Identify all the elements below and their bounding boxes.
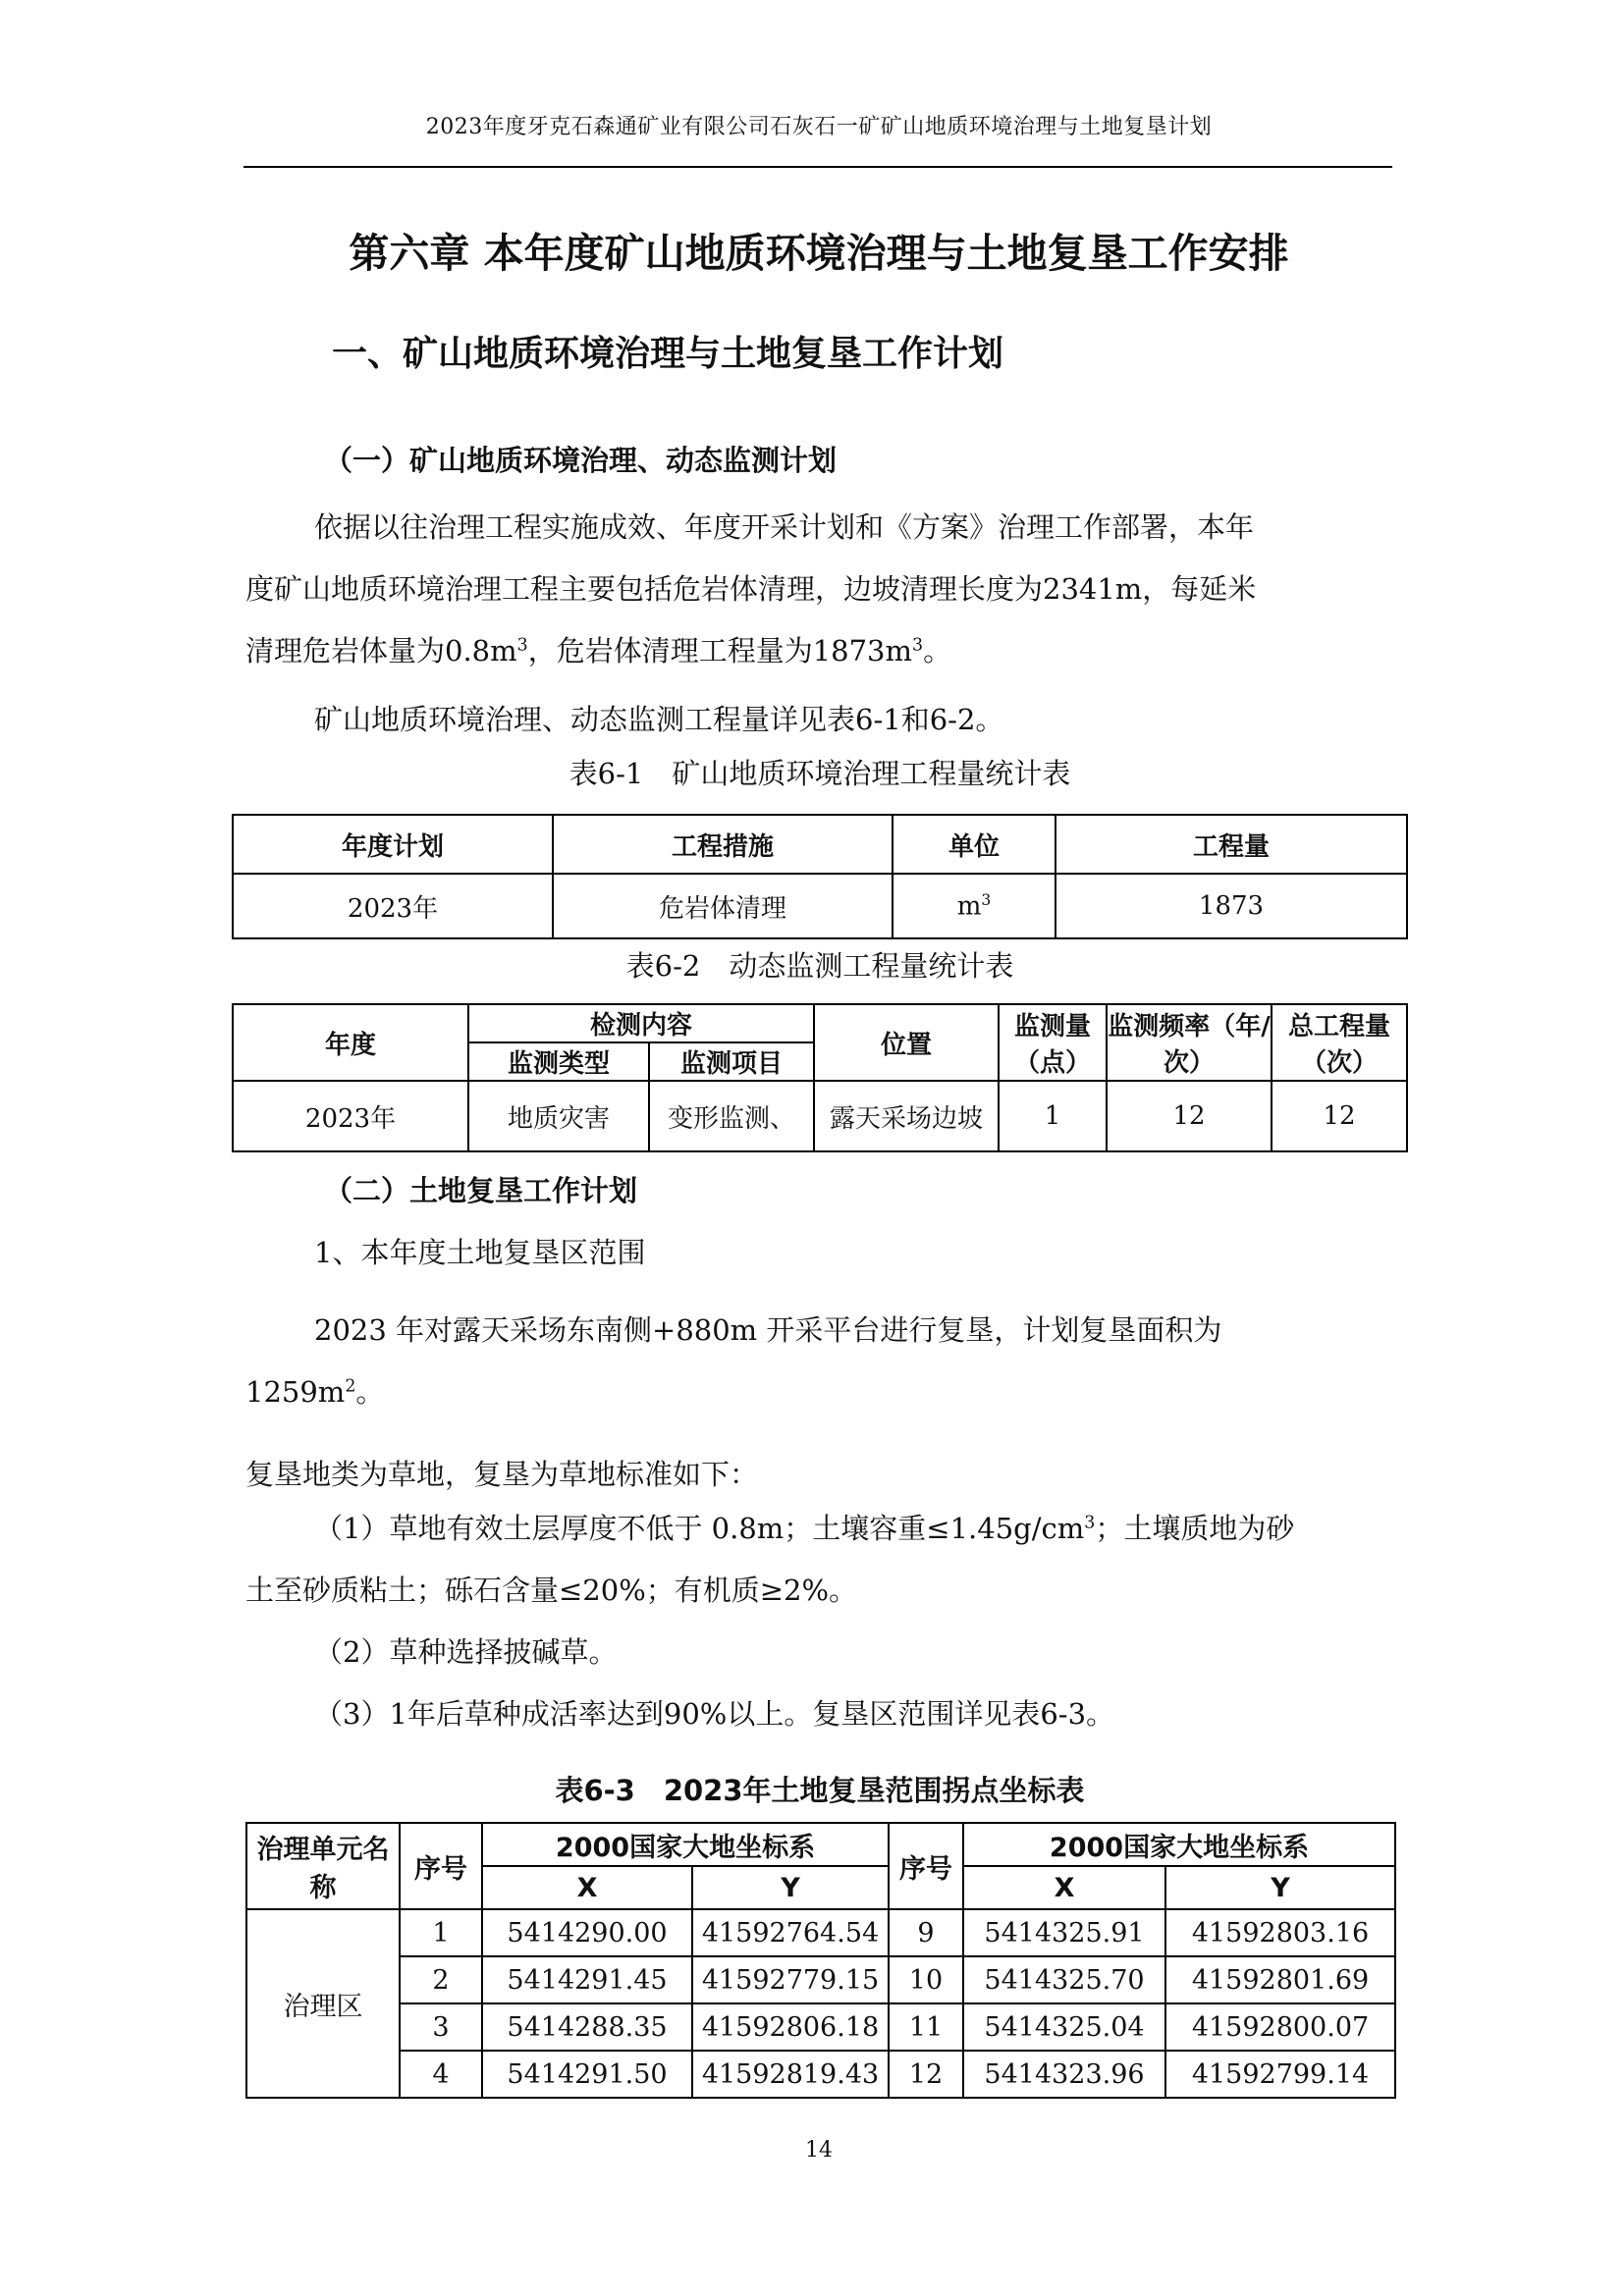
table-row bbox=[246, 1909, 1395, 1956]
table-header-cell: 序号 bbox=[889, 1823, 963, 1909]
table-header-cell: 工程量 bbox=[1056, 815, 1407, 874]
table-row bbox=[246, 1956, 1395, 2003]
table-cell: 9 bbox=[889, 1909, 963, 1956]
table-cell: 10 bbox=[889, 1956, 963, 2003]
table-cell: 1873 bbox=[1056, 874, 1407, 938]
table-header-cell: 单位 bbox=[893, 815, 1056, 874]
table-cell: 5414291.45 bbox=[482, 1956, 692, 2003]
table-cell: 5414325.91 bbox=[963, 1909, 1165, 1956]
table-header-cell: 监测项目 bbox=[649, 1042, 814, 1081]
page-number: 14 bbox=[805, 2138, 833, 2163]
paragraph-line: 依据以往治理工程实施成效、年度开采计划和《方案》治理工作部署，本年 bbox=[314, 510, 1255, 544]
table-caption: 表6-2 动态监测工程量统计表 bbox=[625, 949, 1014, 983]
table-header-cell: 序号 bbox=[400, 1823, 482, 1909]
paragraph-line: 矿山地质环境治理、动态监测工程量详见表6-1和6-2。 bbox=[314, 703, 1004, 736]
table-cell: 5414323.96 bbox=[963, 2051, 1165, 2098]
table-cell: 12 bbox=[1272, 1081, 1407, 1151]
table-cell: 11 bbox=[889, 2003, 963, 2051]
table-header-cell: Y bbox=[1165, 1866, 1395, 1909]
table-cell: 41592799.14 bbox=[1165, 2051, 1395, 2098]
table-cell: 41592819.43 bbox=[692, 2051, 889, 2098]
table-cell: 41592803.16 bbox=[1165, 1909, 1395, 1956]
table-row bbox=[246, 2051, 1395, 2098]
chapter-title: 第六章 本年度矿山地质环境治理与土地复垦工作安排 bbox=[349, 230, 1289, 277]
paragraph-line: 清理危岩体量为$0.8m^3$，危岩体清理工程量为$1873m^3$。 bbox=[245, 634, 952, 667]
table-cell: 5414325.70 bbox=[963, 1956, 1165, 2003]
table-header-cell: 监测量（点） bbox=[999, 1004, 1107, 1081]
subsection-title-1: （一）矿山地质环境治理、动态监测计划 bbox=[324, 444, 838, 477]
table-cell: 危岩体清理 bbox=[553, 874, 893, 938]
header-divider bbox=[244, 166, 1392, 168]
table-cell: 41592801.69 bbox=[1165, 1956, 1395, 2003]
table-header-cell: 2000国家大地坐标系 bbox=[482, 1823, 889, 1866]
paragraph-line: 2023 年对露天采场东南侧+880m 开采平台进行复垦，计划复垦面积为 bbox=[314, 1313, 1222, 1347]
table-cell: 5414291.50 bbox=[482, 2051, 692, 2098]
table-header-cell: Y bbox=[692, 1866, 889, 1909]
standard-item: （1）草地有效土层厚度不低于 0.8m；土壤容重$\le 1.45g/cm^3$；土壤质地为砂 bbox=[314, 1512, 1295, 1545]
section-title: 一、矿山地质环境治理与土地复垦工作计划 bbox=[332, 334, 1004, 374]
table-cell: 41592800.07 bbox=[1165, 2003, 1395, 2051]
table-row bbox=[246, 2003, 1395, 2051]
table-cell: 2023年 bbox=[233, 1081, 468, 1151]
table-cell: 治理区 bbox=[246, 1909, 400, 2098]
table-header-cell: 治理单元名称 bbox=[246, 1823, 400, 1909]
table-header-cell: 监测类型 bbox=[468, 1042, 649, 1081]
table-cell: 41592806.18 bbox=[692, 2003, 889, 2051]
table-header-cell: 总工程量（次） bbox=[1272, 1004, 1407, 1081]
table-cell: $m^3$ bbox=[893, 874, 1056, 938]
standard-item: （3）1年后草种成活率达到90%以上。复垦区范围详见表6-3。 bbox=[314, 1697, 1115, 1731]
subsection-title-2: （二）土地复垦工作计划 bbox=[324, 1174, 638, 1207]
table-cell: 2 bbox=[400, 1956, 482, 2003]
table-cell: 41592779.15 bbox=[692, 1956, 889, 2003]
table-cell: 12 bbox=[1107, 1081, 1272, 1151]
table-header-cell: 检测内容 bbox=[468, 1004, 814, 1042]
paragraph-line: 土至砂质粘土；砾石含量≤20%；有机质≥2%。 bbox=[245, 1574, 858, 1607]
table-header-cell: 监测频率（年/次） bbox=[1107, 1004, 1272, 1081]
table-caption: 表6-1 矿山地质环境治理工程量统计表 bbox=[568, 757, 1071, 790]
paragraph-line: $1259m^2$。 bbox=[245, 1375, 385, 1409]
table-cell: 露天采场边坡 bbox=[814, 1081, 999, 1151]
standard-item: （2）草种选择披碱草。 bbox=[314, 1635, 618, 1669]
table-cell: 5414290.00 bbox=[482, 1909, 692, 1956]
table-header-cell: 2000国家大地坐标系 bbox=[963, 1823, 1395, 1866]
table-6-1 bbox=[232, 814, 1408, 939]
table-header-cell: 年度 bbox=[233, 1004, 468, 1081]
running-header: 2023年度牙克石森通矿业有限公司石灰石一矿矿山地质环境治理与土地复垦计划 bbox=[425, 115, 1213, 139]
paragraph-line: 复垦地类为草地，复垦为草地标准如下： bbox=[245, 1458, 759, 1491]
table-cell: 3 bbox=[400, 2003, 482, 2051]
table-cell: 5414325.04 bbox=[963, 2003, 1165, 2051]
table-6-2 bbox=[232, 1003, 1408, 1152]
table-cell: 1 bbox=[400, 1909, 482, 1956]
table-caption: 表6-3 2023年土地复垦范围拐点坐标表 bbox=[555, 1774, 1085, 1807]
table-header-cell: 年度计划 bbox=[233, 815, 553, 874]
paragraph-line: 度矿山地质环境治理工程主要包括危岩体清理，边坡清理长度为2341m，每延米 bbox=[245, 572, 1257, 606]
table-cell: 2023年 bbox=[233, 874, 553, 938]
table-cell: 变形监测、 bbox=[649, 1081, 814, 1151]
table-6-3 bbox=[245, 1822, 1396, 2099]
table-header-cell: X bbox=[963, 1866, 1165, 1909]
table-header-cell: 位置 bbox=[814, 1004, 999, 1081]
list-item: 1、本年度土地复垦区范围 bbox=[314, 1236, 646, 1269]
table-cell: 41592764.54 bbox=[692, 1909, 889, 1956]
table-header-cell: 工程措施 bbox=[553, 815, 893, 874]
table-cell: 1 bbox=[999, 1081, 1107, 1151]
table-header-cell: X bbox=[482, 1866, 692, 1909]
table-cell: 4 bbox=[400, 2051, 482, 2098]
table-cell: 12 bbox=[889, 2051, 963, 2098]
table-cell: 5414288.35 bbox=[482, 2003, 692, 2051]
table-cell: 地质灾害 bbox=[468, 1081, 649, 1151]
